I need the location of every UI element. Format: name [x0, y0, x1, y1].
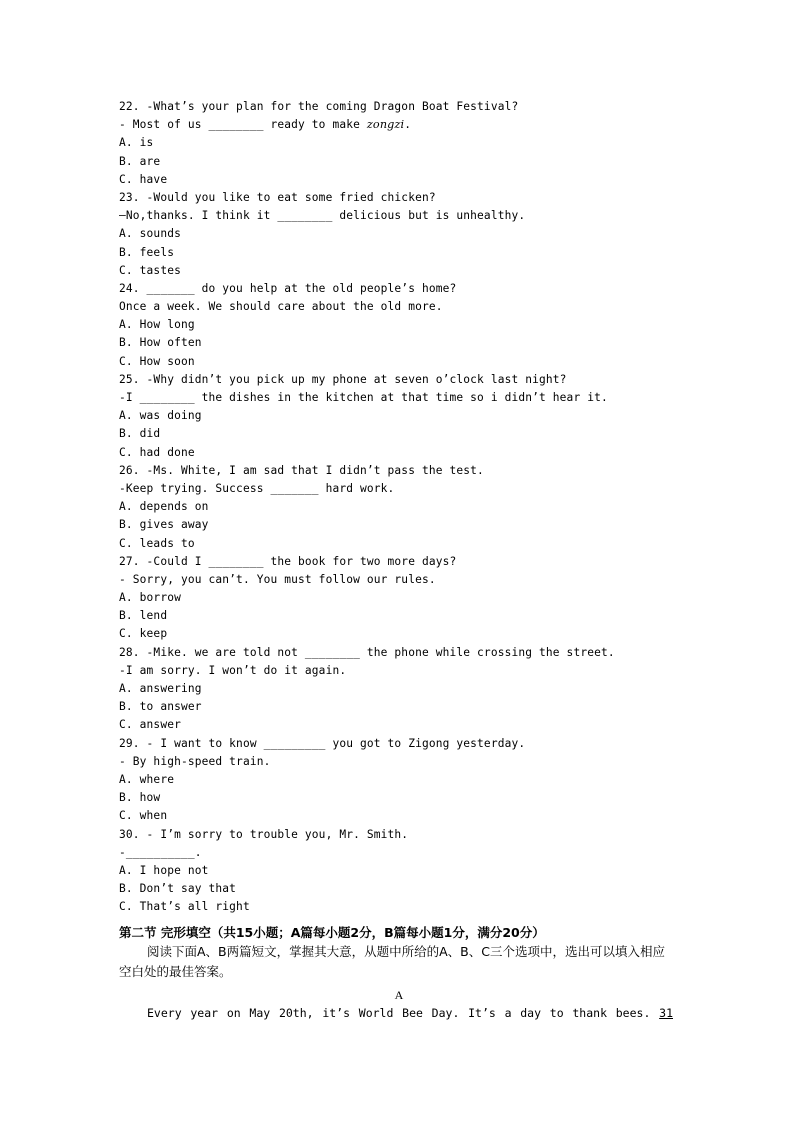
- exam-page: [119, 98, 679, 1022]
- question-text: 28. -Mike. we are told not ________ the phone while crossing the street.: [119, 645, 615, 659]
- option-c: C. tastes: [119, 263, 181, 277]
- answer-line: -I am sorry. I won’t do it again.: [119, 663, 347, 677]
- option-a: A. is: [119, 136, 154, 150]
- option-c: C. have: [119, 172, 168, 186]
- blank-number: 31: [659, 1006, 673, 1021]
- option-c: C. keep: [119, 627, 168, 641]
- option-a: A. where: [119, 772, 175, 786]
- question-text: 29. - I want to know _________ you got to Zigong yesterday.: [119, 736, 526, 750]
- question-item: [119, 98, 679, 189]
- option-a: A. was doing: [119, 409, 202, 423]
- answer-line: —No,thanks. I think it ________ delicious but is unhealthy.: [119, 209, 526, 223]
- answer-line: -I ________ the dishes in the kitchen at that time so i didn’t hear it.: [119, 391, 608, 404]
- option-b: B. Don’t say that: [119, 882, 237, 896]
- option-a: A. answering: [119, 682, 202, 695]
- question-text: 24. _______ do you help at the old people’s home?: [119, 281, 457, 295]
- question-text: 30. - I’m sorry to trouble you, Mr. Smith.: [119, 827, 409, 841]
- question-text: 23. -Would you like to eat some fried chicken?: [119, 190, 436, 204]
- option-c: C. answer: [119, 718, 181, 732]
- option-b: B. How often: [119, 336, 202, 350]
- question-list: [119, 98, 679, 916]
- option-b: B. lend: [119, 609, 168, 623]
- option-a: A. I hope not: [119, 863, 209, 877]
- section-title: 第二节 完形填空（共15小题；A篇每小题2分，B篇每小题1分，满分20分）: [119, 925, 545, 941]
- question-text: 25. -Why didn’t you pick up my phone at seven o’clock last night?: [119, 372, 567, 386]
- option-b: B. did: [119, 427, 161, 441]
- option-b: B. how: [119, 791, 161, 805]
- option-b: B. gives away: [119, 518, 209, 532]
- option-a: A. depends on: [119, 500, 209, 514]
- answer-line: -__________.: [119, 845, 202, 859]
- answer-line: - Sorry, you can’t. You must follow our rules.: [119, 572, 436, 586]
- passage-first-line: [119, 1004, 673, 1022]
- passage-text: Every year on May 20th, it’s World Bee Day. It’s a day to thank bees.: [147, 1006, 660, 1021]
- option-b: B. feels: [119, 245, 175, 259]
- option-b: B. to answer: [119, 700, 202, 714]
- answer-text-end: .: [404, 118, 412, 132]
- answer-line: -Keep trying. Success _______ hard work.: [119, 481, 395, 495]
- option-a: A. How long: [119, 318, 195, 332]
- answer-italic-word: zongzi: [366, 118, 405, 132]
- section-instruction: 阅读下面A、B两篇短文，掌握其大意，从题中所给的A、B、C三个选项中，选出可以填入相应空白处的最佳答案。: [119, 944, 665, 980]
- question-item: [119, 462, 679, 553]
- question-text: 22. -What’s your plan for the coming Dragon Boat Festival?: [119, 100, 519, 113]
- question-text: 26. -Ms. White, I am sad that I didn’t pass the test.: [119, 463, 484, 477]
- question-item: [119, 826, 679, 917]
- option-c: C. leads to: [119, 536, 195, 550]
- question-text: 27. -Could I ________ the book for two more days?: [119, 554, 457, 568]
- option-b: B. are: [119, 154, 161, 168]
- question-item: [119, 553, 679, 644]
- passage-label: A: [394, 988, 404, 1003]
- question-item: [119, 189, 679, 280]
- question-item: [119, 371, 679, 462]
- answer-line: [119, 116, 679, 134]
- option-c: C. How soon: [119, 354, 195, 368]
- question-item: [119, 280, 679, 371]
- question-item: [119, 644, 679, 735]
- option-a: A. sounds: [119, 227, 181, 241]
- question-item: [119, 735, 679, 826]
- answer-text: - Most of us ________ ready to make: [119, 118, 367, 132]
- answer-line: Once a week. We should care about the old more.: [119, 300, 443, 314]
- option-c: C. had done: [119, 445, 195, 459]
- option-c: C. when: [119, 809, 168, 823]
- answer-line: - By high-speed train.: [119, 754, 271, 768]
- option-c: C. That’s all right: [119, 900, 250, 914]
- option-a: A. borrow: [119, 591, 181, 605]
